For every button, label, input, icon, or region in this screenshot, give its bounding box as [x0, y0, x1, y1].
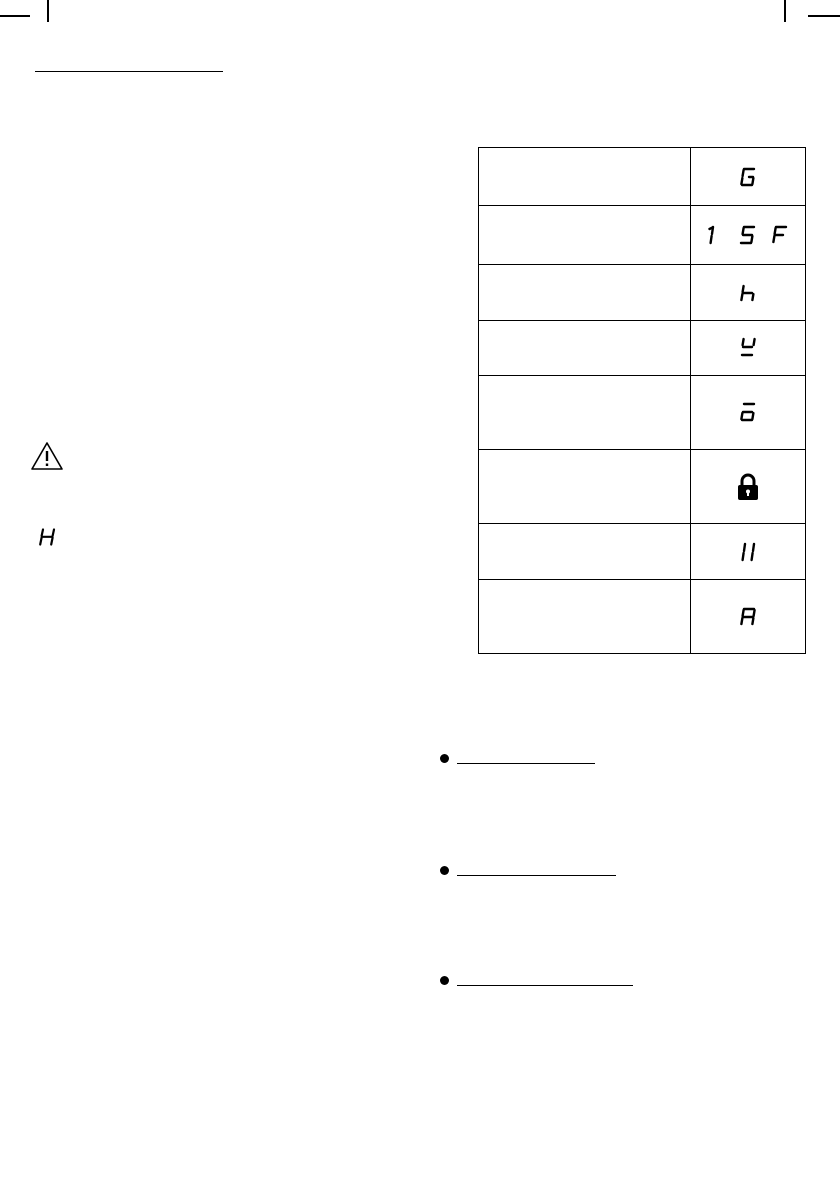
warning-triangle-icon: [30, 441, 64, 471]
description-cell: [479, 321, 691, 376]
bullet-heading-3: [440, 974, 640, 988]
description-cell: [479, 450, 691, 524]
symbol-cell: [691, 321, 806, 376]
symbol-cell: [691, 206, 806, 265]
table-row: [479, 206, 806, 265]
crop-mark-top-left: [0, 15, 30, 17]
crop-mark-top-right-v: [784, 0, 786, 22]
symbol-cell: [691, 580, 806, 654]
symbol-cell: [691, 148, 806, 206]
bullet-dot-icon: [440, 754, 449, 763]
description-cell: [479, 376, 691, 450]
heading-underline: [457, 875, 616, 876]
segment-g-icon: [739, 167, 757, 187]
symbol-cell: [691, 450, 806, 524]
bullet-heading-2: [440, 864, 620, 878]
segment-ii-icon: [738, 542, 758, 562]
crop-mark-top-left-v: [47, 0, 49, 22]
table-row: [479, 524, 806, 580]
heading-underline: [457, 763, 595, 764]
lock-icon: [736, 473, 760, 501]
crop-mark-top-right: [808, 15, 840, 17]
symbol-cell: [691, 376, 806, 450]
bullet-dot-icon: [440, 866, 449, 875]
description-cell: [479, 148, 691, 206]
bullet-heading-1: [440, 752, 600, 766]
section-heading-underline: [35, 71, 223, 72]
table-row: [479, 450, 806, 524]
segment-a-icon: [739, 607, 757, 627]
segment-h-icon: [37, 528, 57, 546]
symbol-cell: [691, 265, 806, 321]
symbol-cell: [691, 524, 806, 580]
segment-h-lowercase-icon: [739, 283, 757, 303]
description-cell: [479, 265, 691, 321]
table-row: [479, 148, 806, 206]
table-row: [479, 376, 806, 450]
display-symbols-table: [478, 147, 806, 654]
segment-u-overline-icon: [739, 402, 757, 424]
table-row: [479, 321, 806, 376]
description-cell: [479, 206, 691, 265]
description-cell: [479, 580, 691, 654]
table-row: [479, 580, 806, 654]
table-row: [479, 265, 806, 321]
heading-underline: [457, 985, 633, 986]
segment-1-s-f-icon: [706, 225, 790, 245]
segment-u-underline-icon: [739, 337, 757, 359]
bullet-dot-icon: [440, 976, 449, 985]
description-cell: [479, 524, 691, 580]
